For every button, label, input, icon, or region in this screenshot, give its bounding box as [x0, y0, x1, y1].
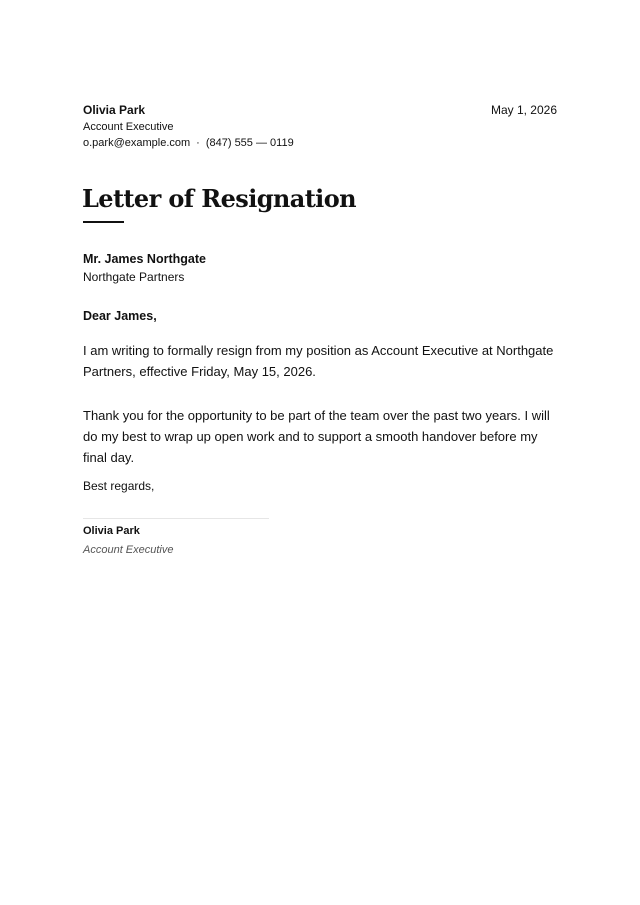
signature-line — [83, 518, 269, 519]
signature-name: Olivia Park — [83, 525, 140, 537]
document-title: Letter of Resignation — [82, 184, 356, 213]
contact-separator: · — [196, 137, 200, 149]
recipient-block — [83, 252, 206, 284]
sender-phone: (847) 555 — 0119 — [205, 137, 294, 149]
sender-contact — [83, 137, 294, 150]
closing: Best regards, — [83, 479, 155, 493]
signature-title: Account Executive — [83, 544, 174, 556]
sender-email: o.park@example.com — [83, 137, 191, 149]
letter-date: May 1, 2026 — [490, 103, 557, 117]
sender-block — [83, 103, 294, 150]
recipient-name: Mr. James Northgate — [83, 252, 206, 266]
sender-name: Olivia Park — [83, 103, 146, 117]
salutation: Dear James, — [83, 309, 157, 323]
body-paragraph: Thank you for the opportunity to be part of the team over the past two years. I will do my best to wrap up open work and to support a smooth handover before my final day. — [83, 408, 550, 465]
sender-title: Account Executive — [83, 121, 174, 133]
recipient-company: Northgate Partners — [83, 270, 185, 284]
body-paragraph: I am writing to formally resign from my position as Account Executive at Northgate Partners, effective Friday, May 15, 2026. — [83, 343, 554, 379]
title-underline — [83, 221, 124, 223]
